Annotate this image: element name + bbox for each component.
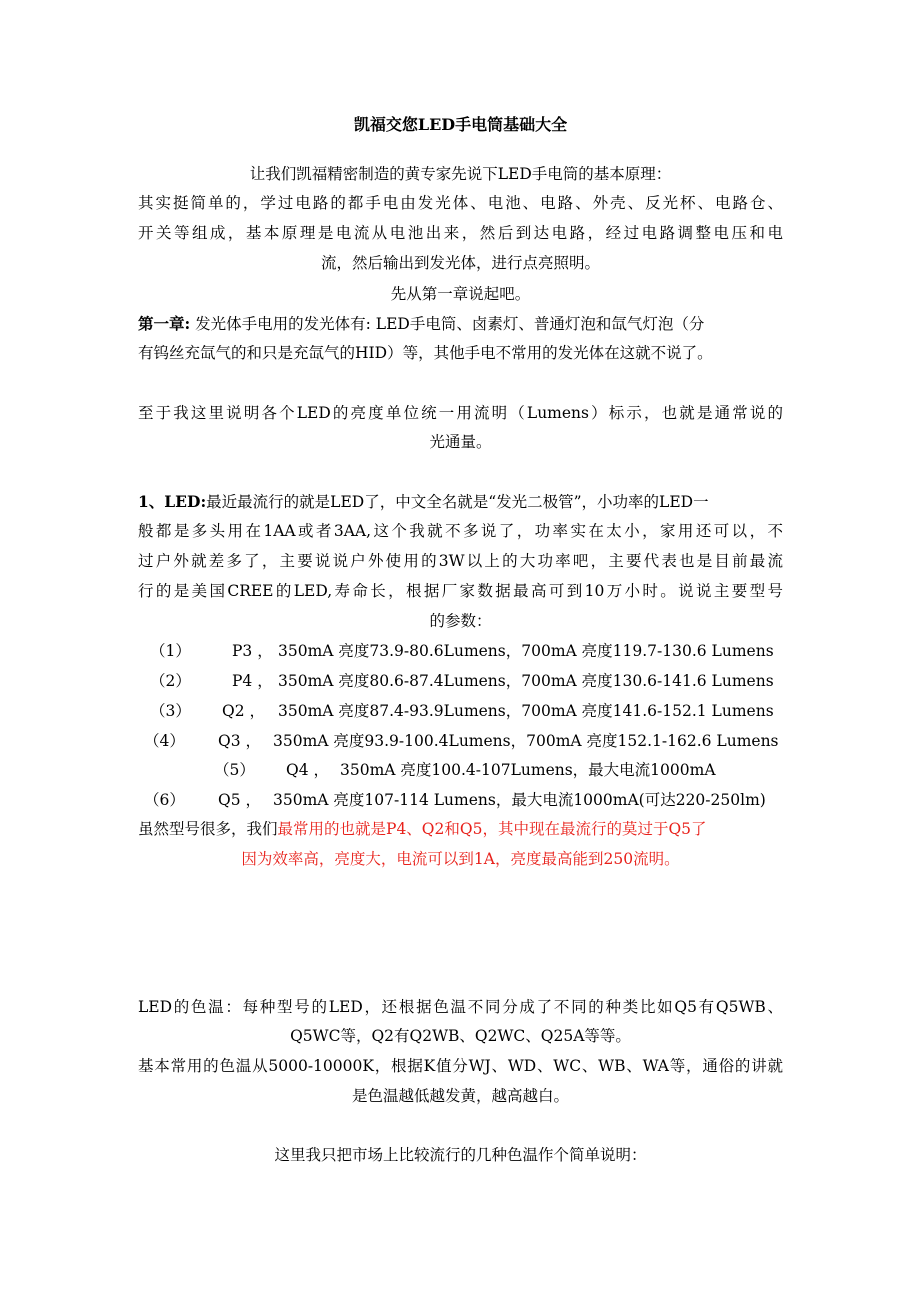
spec-model: Q5 ， [218,791,261,809]
spec-num: （6） [144,791,185,809]
unit-note-line-2: 光通量。 [429,433,492,451]
spec-num: （2） [150,672,191,690]
intro-line-3: 开关等组成，基本原理是电流从电池出来，然后到达电路，经过电路调整电压和电 [138,224,783,242]
led-line-1 [138,491,783,513]
document-title: 凯福交您LED手电筒基础大全 [353,115,568,134]
spec-detail: 350mA 亮度80.6-87.4Lumens，700mA 亮度130.6-141.6 Lumens [278,672,774,690]
chapter1-label: 第一章: [138,314,191,333]
spec-num: （3） [150,702,191,720]
intro-line-5: 先从第一章说起吧。 [390,285,531,303]
spec-detail: 350mA 亮度87.4-93.9Lumens，700mA 亮度141.6-152.1 Lumens [278,702,774,720]
spec-model: Q4 ， [286,761,329,779]
conclusion-text-black: 虽然型号很多，我们 [138,820,278,838]
color-temp-line-1: LED的色温：每种型号的LED，还根据色温不同分成了不同的种类比如Q5有Q5WB、 [138,998,783,1016]
led-line-4: 行的是美国CREE的LED,寿命长，根据厂家数据最高可到10万小时。说说主要型号 [138,582,783,600]
chapter1-line-1 [138,313,783,335]
spec-num: （4） [144,732,185,750]
conclusion-highlight-1: 最常用的也就是P4、Q2和Q5，其中现在最流行的莫过于Q5了 [277,820,707,838]
spec-detail: 350mA 亮度73.9-80.6Lumens，700mA 亮度119.7-130.6 Lumens [278,642,774,660]
unit-note-line-1: 至于我这里说明各个LED的亮度单位统一用流明（Lumens）标示，也就是通常说的 [138,404,783,422]
intro-line-2: 其实挺简单的，学过电路的都手电由发光体、电池、电路、外壳、反光杯、电路仓、 [138,194,783,212]
color-temp-line-4: 是色温越低越发黄，越高越白。 [351,1087,569,1105]
led-label: 1、LED: [138,492,207,511]
led-line-2: 般都是多头用在1AA或者3AA,这个我就不多说了，功率实在太小，家用还可以，不 [138,522,783,540]
color-temp-line-3: 基本常用的色温从5000-10000K，根据K值分WJ、WD、WC、WB、WA等，通俗的讲就 [138,1057,783,1075]
color-temp-line-2: Q5WC等，Q2有Q2WB、Q2WC、Q25A等等。 [290,1027,631,1045]
spec-detail: 350mA 亮度107-114 Lumens，最大电流1000mA(可达220-250lm) [273,791,766,809]
led-line-3: 过户外就差多了，主要说说户外使用的3W以上的大功率吧，主要代表也是目前最流 [138,552,783,570]
spec-detail: 350mA 亮度93.9-100.4Lumens，700mA 亮度152.1-162.6 Lumens [273,732,779,750]
led-text-1: 最近最流行的就是LED了，中文全名就是“发光二极管”，小功率的LED一 [206,493,709,511]
spec-model: Q2 ， [222,702,265,720]
spec-num: （1） [150,642,191,660]
conclusion-line-1 [138,818,783,840]
conclusion-highlight-2: 因为效率高，亮度大，电流可以到1A，亮度最高能到250流明。 [241,850,680,868]
spec-model: Q3 ， [218,732,261,750]
spec-detail: 350mA 亮度100.4-107Lumens，最大电流1000mA [340,761,716,779]
led-line-5: 的参数： [429,612,492,630]
intro-line-4: 流，然后输出到发光体，进行点亮照明。 [320,254,600,272]
spec-model: P3 ， [232,642,273,660]
spec-model: P4 ， [232,672,273,690]
chapter1-text-1: 发光体手电用的发光体有: LED手电筒、卤素灯、普通灯泡和氙气灯泡（分 [190,315,705,333]
intro-line-1: 让我们凯福精密制造的黄专家先说下LED手电筒的基本原理： [249,165,672,183]
chapter1-line-2: 有钨丝充氙气的和只是充氙气的HID）等，其他手电不常用的发光体在这就不说了。 [138,344,713,362]
spec-num: （5） [214,761,255,779]
closing-line: 这里我只把市场上比较流行的几种色温作个简单说明： [274,1146,647,1164]
